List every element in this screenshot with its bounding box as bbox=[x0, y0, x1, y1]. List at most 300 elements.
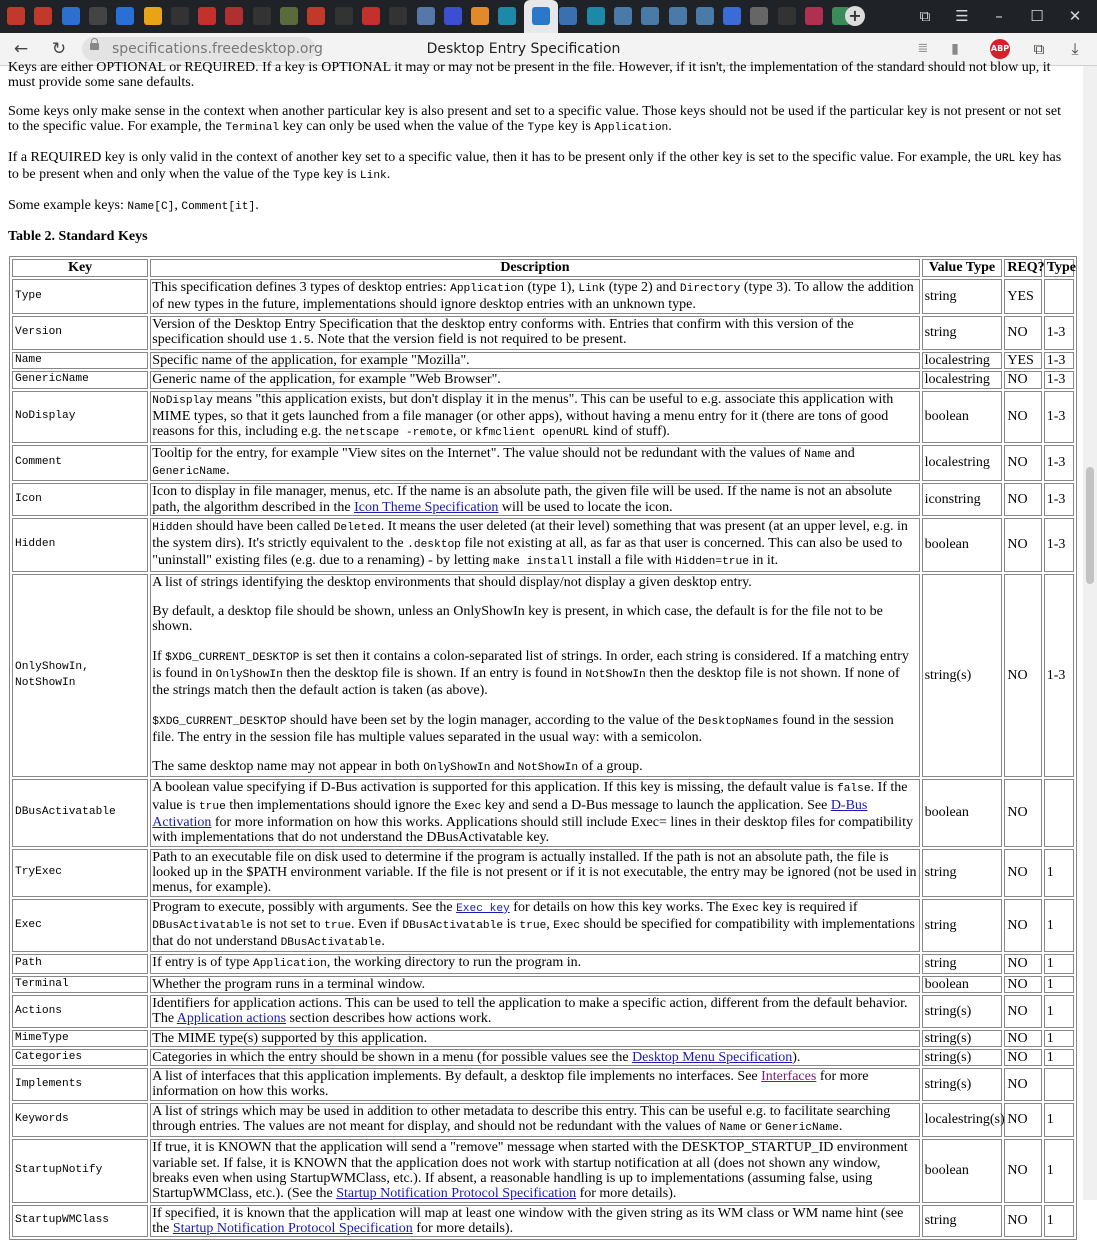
value-type-cell: string(s) bbox=[922, 1030, 1003, 1047]
table-row bbox=[12, 391, 1074, 443]
inline-code: true bbox=[198, 800, 226, 813]
description-text: (type 2) and bbox=[605, 280, 680, 295]
key-cell: Type bbox=[12, 279, 148, 314]
table-caption: Table 2. Standard Keys bbox=[8, 229, 148, 244]
paragraph-required-context bbox=[8, 150, 1074, 184]
description-text: A list of strings which may be used in addition to other metadata to describe this entry. This can be useful e.g. to facilitate searching through entries. The values are not meant for display, and should not be redundant with the values of bbox=[152, 1103, 891, 1135]
required-cell: NO bbox=[1004, 371, 1041, 388]
code-url: URL bbox=[995, 153, 1016, 165]
description-text: install a file with bbox=[573, 553, 676, 569]
key-cell: Name bbox=[12, 352, 148, 369]
value-type-cell: string(s) bbox=[922, 574, 1003, 778]
inline-code: Name bbox=[804, 448, 832, 461]
value-type-cell: string bbox=[922, 279, 1003, 314]
table-row bbox=[12, 279, 1074, 314]
description-text: . bbox=[838, 1119, 843, 1135]
inline-code: Link bbox=[578, 283, 606, 295]
inline-code: NotShowIn bbox=[517, 762, 579, 775]
description-text: Path to an executable file on disk used to determine if the program is actually installed. If the path is not an absolute path, the file is looked up in the $PATH environment variable. If the file is not present or if it is not executable, the entry may be ignored (not be used in menus, for example). bbox=[152, 849, 917, 896]
close-window-icon[interactable]: ✕ bbox=[1068, 7, 1082, 25]
bookmark-icon[interactable]: ▮ bbox=[951, 41, 959, 57]
circle-icon[interactable] bbox=[750, 7, 768, 25]
table-row bbox=[12, 899, 1074, 953]
back-icon[interactable]: ← bbox=[13, 39, 29, 59]
inline-code: kfmclient openURL bbox=[475, 427, 590, 440]
github-icon[interactable] bbox=[389, 7, 407, 25]
required-cell: NO bbox=[1004, 1139, 1041, 1202]
value-type-cell: string bbox=[922, 316, 1003, 351]
opera-icon[interactable] bbox=[34, 7, 52, 25]
speaker-icon[interactable] bbox=[89, 7, 107, 25]
required-cell: NO bbox=[1004, 1103, 1041, 1138]
value-type-cell: string bbox=[922, 849, 1003, 897]
paragraph-example-keys bbox=[8, 198, 1074, 215]
key-cell: Exec bbox=[12, 899, 148, 953]
description-text: , the working directory to run the program in. bbox=[326, 955, 582, 971]
table-row bbox=[12, 518, 1074, 572]
new-tab-button[interactable]: + bbox=[845, 6, 865, 26]
freedesktop-icon[interactable] bbox=[532, 7, 550, 25]
h-icon[interactable] bbox=[417, 7, 435, 25]
text: . bbox=[255, 198, 259, 213]
text: Some keys only make sense in the context when another particular key is also present and set to a specific value. Those keys should not be used if the particular key is not present or not set to the specific value. For example, the bbox=[8, 104, 1061, 134]
inline-code: Name bbox=[719, 1122, 747, 1135]
required-cell: NO bbox=[1004, 976, 1041, 993]
menu-icon[interactable]: ☰ bbox=[955, 7, 969, 25]
scrollbar-thumb[interactable] bbox=[1086, 467, 1094, 584]
inline-code: true bbox=[519, 919, 547, 932]
required-cell: YES bbox=[1004, 279, 1041, 314]
page-content bbox=[0, 60, 1083, 1236]
description-text: key is required if bbox=[758, 899, 858, 915]
youtube-icon[interactable] bbox=[362, 7, 380, 25]
required-cell: NO bbox=[1004, 1205, 1041, 1238]
description-text: , bbox=[546, 916, 554, 932]
description-text: will be used to locate the icon. bbox=[498, 499, 673, 515]
value-type-cell: boolean bbox=[922, 976, 1003, 993]
paragraph-optional-required bbox=[8, 60, 1074, 90]
code-example: Comment[it] bbox=[181, 201, 256, 213]
description-text: . It means the user deleted (at their level) something that was present (at an upper level, e.g. in the system dirs). It's strictly equivalent to the bbox=[152, 518, 908, 552]
description-text: is not set to bbox=[253, 916, 325, 932]
type-cell bbox=[1044, 1068, 1074, 1101]
text: Some example keys: bbox=[8, 198, 128, 213]
type-cell: 1 bbox=[1044, 1139, 1074, 1202]
table-row bbox=[12, 1139, 1074, 1202]
adblock-icon[interactable]: ABP bbox=[990, 39, 1010, 59]
inline-code: NoDisplay bbox=[152, 394, 213, 407]
vertical-scrollbar[interactable] bbox=[1083, 66, 1097, 1200]
table-row bbox=[12, 954, 1074, 973]
description-text: for more details). bbox=[576, 1186, 677, 1202]
value-type-cell: boolean bbox=[922, 779, 1003, 846]
key-cell: StartupWMClass bbox=[12, 1205, 148, 1238]
key-cell: Version bbox=[12, 316, 148, 351]
text: . bbox=[386, 167, 391, 182]
type-cell: 1 bbox=[1044, 1030, 1074, 1047]
value-type-cell: string(s) bbox=[922, 1068, 1003, 1101]
description-text: The same desktop name may not appear in both bbox=[152, 759, 424, 775]
description-text: If specified, it is known that the application will map at least one window with the given string as its WM class or WM name hint (see the bbox=[152, 1205, 904, 1236]
paragraph-gap bbox=[152, 745, 917, 759]
description-text: key and send a D-Bus message to launch the application. See bbox=[481, 797, 831, 813]
paragraph-text: Keys are either OPTIONAL or REQUIRED. If a key is OPTIONAL it may or may not be present in the file. However, if it isn't, the implementation of the standard should not blow up, it must provide some sane defaults. bbox=[8, 60, 1051, 90]
paragraph-context-keys bbox=[8, 104, 1074, 136]
value-type-cell: string(s) bbox=[922, 995, 1003, 1028]
type-cell: 1 bbox=[1044, 849, 1074, 897]
description-cell bbox=[150, 899, 919, 953]
value-type-cell: string bbox=[922, 1205, 1003, 1238]
github-icon[interactable] bbox=[778, 7, 796, 25]
description-cell bbox=[150, 518, 919, 572]
type-cell: 1-3 bbox=[1044, 483, 1074, 516]
description-text: A list of strings identifying the desktop environments that should display/not display a given desktop entry. bbox=[152, 574, 752, 590]
key-cell: StartupNotify bbox=[12, 1139, 148, 1202]
description-cell bbox=[150, 352, 919, 369]
bug-icon[interactable] bbox=[805, 7, 823, 25]
table-header-row bbox=[12, 259, 1074, 277]
code-type: Type bbox=[527, 122, 555, 134]
column-header-req: REQ? bbox=[1004, 259, 1041, 277]
description-text: should be specified for compatibility with implementations that do not understand bbox=[152, 916, 915, 950]
youtube-icon[interactable] bbox=[198, 7, 216, 25]
inline-code: GenericName bbox=[152, 465, 227, 478]
description-text: and bbox=[490, 759, 518, 775]
description-text: then implementations should ignore the bbox=[225, 797, 455, 813]
key-cell: Implements bbox=[12, 1068, 148, 1101]
key-cell: DBusActivatable bbox=[12, 779, 148, 846]
calendar-icon[interactable] bbox=[225, 7, 243, 25]
tab-manager-icon[interactable]: ⧉ bbox=[919, 7, 931, 25]
description-text: ). bbox=[792, 1049, 801, 1065]
type-cell: 1 bbox=[1044, 1205, 1074, 1238]
key-cell: Terminal bbox=[12, 976, 148, 993]
reload-icon[interactable]: ↻ bbox=[51, 39, 67, 59]
text: key has to be present when and only when the value of the bbox=[8, 150, 1062, 182]
paragraph-gap bbox=[152, 699, 917, 713]
column-header-type: Type bbox=[1044, 259, 1074, 277]
description-text: . bbox=[226, 462, 230, 478]
inline-code: make install bbox=[493, 556, 574, 569]
key-cell: NoDisplay bbox=[12, 391, 148, 443]
description-text: is set then it contains a colon-separated list of strings. In order, each string is considered. If a matching entry is found in bbox=[152, 648, 909, 681]
required-cell: NO bbox=[1004, 316, 1041, 351]
table-row bbox=[12, 483, 1074, 516]
extensions-icon[interactable]: ⧉ bbox=[1033, 40, 1045, 58]
inline-code: DesktopNames bbox=[698, 715, 779, 728]
required-cell: NO bbox=[1004, 574, 1041, 778]
text: If a REQUIRED key is only valid in the context of another key set to a specific value, then it has to be present only if the other key is set to the specific value. For example, the bbox=[8, 150, 996, 165]
table-row bbox=[12, 995, 1074, 1028]
type-cell: 1-3 bbox=[1044, 518, 1074, 572]
page-title: Desktop Entry Specification bbox=[426, 41, 621, 57]
key-cell: Hidden bbox=[12, 518, 148, 572]
required-cell: NO bbox=[1004, 954, 1041, 973]
key-cell: Actions bbox=[12, 995, 148, 1028]
description-cell bbox=[150, 316, 919, 351]
description-cell bbox=[150, 1205, 919, 1238]
value-type-cell: localestring bbox=[922, 352, 1003, 369]
inline-code: DBusActivatable bbox=[152, 919, 253, 932]
vivaldi-icon[interactable] bbox=[7, 7, 25, 25]
description-cell bbox=[150, 279, 919, 314]
value-type-cell: localestring bbox=[922, 371, 1003, 388]
t-icon[interactable] bbox=[62, 7, 80, 25]
spec-link[interactable]: Desktop Menu Specification bbox=[632, 1049, 793, 1065]
inline-code: Exec key bbox=[456, 902, 510, 915]
description-cell bbox=[150, 371, 919, 388]
type-cell: 1-3 bbox=[1044, 371, 1074, 388]
type-cell: 1-3 bbox=[1044, 391, 1074, 443]
description-text: in it. bbox=[748, 553, 779, 569]
sheets-icon[interactable] bbox=[307, 7, 325, 25]
description-cell bbox=[150, 483, 919, 516]
key-cell: MimeType bbox=[12, 1030, 148, 1047]
description-text: for more information on how this works. bbox=[152, 1069, 869, 1100]
inline-code: Exec bbox=[553, 919, 581, 932]
required-cell: NO bbox=[1004, 849, 1041, 897]
type-cell bbox=[1044, 779, 1074, 846]
description-text: Whether the program runs in a terminal window. bbox=[152, 976, 426, 992]
description-text: (type 3). To allow the addition of new types in the future, implementations should ignore desktop entries with an unknown type. bbox=[152, 280, 914, 313]
standard-keys-table bbox=[9, 256, 1077, 1240]
value-type-cell: boolean bbox=[922, 391, 1003, 443]
inline-code: OnlyShowIn bbox=[423, 762, 491, 775]
code-link: Link bbox=[359, 170, 387, 182]
description-text: A boolean value specifying if D-Bus activation is supported for this application. If this key is missing, the default value is bbox=[152, 780, 837, 796]
key-cell: GenericName bbox=[12, 371, 148, 388]
required-cell: NO bbox=[1004, 445, 1041, 482]
inline-code: Application bbox=[252, 958, 327, 971]
description-text: The MIME type(s) supported by this application. bbox=[152, 1030, 428, 1046]
description-text: Tooltip for the entry, for example "View sites on the Internet". The value should not be redundant with the values of bbox=[152, 445, 805, 461]
spec-link[interactable]: Startup Notification Protocol Specification bbox=[172, 1220, 413, 1236]
description-text: . Note that the version field is not required to be present. bbox=[310, 331, 627, 347]
gear-icon[interactable] bbox=[669, 7, 687, 25]
inline-code: NotShowIn bbox=[585, 668, 646, 681]
description-text: file not existing at all, as far as that user is concerned. This can also be used to "uninstall" existing files (e.g. due to a renaming) - by letting bbox=[152, 536, 903, 569]
inline-code: Hidden bbox=[152, 521, 193, 534]
value-type-cell: string bbox=[922, 954, 1003, 973]
description-text: Icon to display in file manager, menus, etc. If the name is an absolute path, the given file will be used. If the name is not an absolute path, the algorithm described in the bbox=[152, 484, 892, 515]
required-cell: NO bbox=[1004, 1049, 1041, 1066]
inline-code: netscape -remote bbox=[345, 427, 453, 440]
text: key can only be used when the value of the bbox=[279, 119, 528, 134]
description-text: for more information on how this works. Applications should still include Exec= lines in their desktop files for compatibility with implementations that do not understand the DBusActivatable key. bbox=[152, 815, 913, 846]
table-row bbox=[12, 779, 1074, 846]
required-cell: NO bbox=[1004, 899, 1041, 953]
key-cell: Icon bbox=[12, 483, 148, 516]
required-cell: NO bbox=[1004, 518, 1041, 572]
clipboard-icon[interactable] bbox=[253, 7, 271, 25]
table-row bbox=[12, 1205, 1074, 1238]
description-cell bbox=[150, 574, 919, 778]
column-header-value-type: Value Type bbox=[922, 259, 1003, 277]
tab-strip bbox=[0, 0, 1097, 33]
inline-code: DBusActivatable bbox=[280, 937, 382, 950]
description-text: If bbox=[152, 648, 166, 664]
inline-code: OnlyShowIn bbox=[215, 668, 283, 681]
inline-code: 1.5 bbox=[290, 334, 311, 347]
text: key is bbox=[554, 119, 595, 134]
table-body bbox=[12, 279, 1074, 1237]
type-cell: 1 bbox=[1044, 899, 1074, 953]
required-cell: NO bbox=[1004, 995, 1041, 1028]
value-type-cell: string(s) bbox=[922, 1049, 1003, 1066]
description-cell bbox=[150, 445, 919, 482]
x-icon[interactable] bbox=[498, 7, 516, 25]
translate-icon[interactable] bbox=[723, 7, 741, 25]
description-cell bbox=[150, 954, 919, 973]
code-type: Type bbox=[292, 170, 320, 182]
inline-code: Directory bbox=[679, 283, 741, 295]
type-cell: 1-3 bbox=[1044, 574, 1074, 778]
table-row bbox=[12, 1030, 1074, 1047]
description-text: Program to execute, possibly with arguments. See the bbox=[152, 899, 457, 915]
description-text: Generic name of the application, for example "Web Browser". bbox=[152, 372, 501, 388]
description-text: . If the value is bbox=[152, 780, 908, 813]
gear-icon[interactable] bbox=[696, 7, 714, 25]
table-row bbox=[12, 316, 1074, 351]
value-type-cell: string bbox=[922, 899, 1003, 953]
url-text: specifications.freedesktop.org bbox=[112, 41, 323, 57]
gear-icon[interactable] bbox=[614, 7, 632, 25]
spec-link[interactable]: Startup Notification Protocol Specification bbox=[336, 1186, 577, 1202]
description-text: Categories in which the entry should be shown in a menu (for possible values see the bbox=[152, 1049, 633, 1065]
description-text: and bbox=[831, 445, 855, 461]
table-row bbox=[12, 1049, 1074, 1066]
description-text: By default, a desktop file should be shown, unless an OnlyShowIn key is present, in which case, the default is for the file not to be shown. bbox=[152, 604, 883, 635]
code-example: Name[C] bbox=[127, 201, 175, 213]
description-text: . bbox=[381, 934, 385, 950]
inline-code: $XDG_CURRENT_DESKTOP bbox=[165, 651, 300, 664]
description-text: This specification defines 3 types of desktop entries: bbox=[152, 280, 451, 295]
key-cell: Path bbox=[12, 954, 148, 973]
paragraph-gap bbox=[152, 590, 917, 604]
code-application: Application bbox=[594, 122, 669, 134]
type-cell: 1 bbox=[1044, 1103, 1074, 1138]
description-cell bbox=[150, 1049, 919, 1066]
gear-icon[interactable] bbox=[641, 7, 659, 25]
github-icon[interactable] bbox=[335, 7, 353, 25]
maximize-icon[interactable]: ☐ bbox=[1030, 7, 1044, 25]
description-text: should have been called bbox=[192, 518, 334, 534]
value-type-cell: boolean bbox=[922, 1139, 1003, 1202]
description-text: Version of the Desktop Entry Specification that the desktop entry conforms with. Entries that confirm with this version of the specification should use bbox=[152, 316, 854, 347]
description-text: section describes how actions work. bbox=[286, 1011, 492, 1027]
table-row bbox=[12, 352, 1074, 369]
spec-link[interactable] bbox=[456, 900, 510, 915]
text: key is bbox=[319, 167, 360, 182]
spec-link[interactable]: Interfaces bbox=[761, 1069, 817, 1085]
description-text: for details on how this key works. The bbox=[509, 899, 732, 915]
x-icon[interactable] bbox=[587, 7, 605, 25]
code-terminal: Terminal bbox=[225, 122, 280, 134]
lock-folder-icon[interactable] bbox=[144, 7, 162, 25]
description-text: is bbox=[503, 916, 520, 932]
type-cell: 1-3 bbox=[1044, 352, 1074, 369]
description-cell bbox=[150, 849, 919, 897]
column-header-description: Description bbox=[150, 259, 919, 277]
text: , bbox=[174, 198, 182, 213]
required-cell: NO bbox=[1004, 391, 1041, 443]
reader-view-icon[interactable]: ≣ bbox=[917, 41, 929, 56]
description-cell bbox=[150, 976, 919, 993]
description-text: A list of interfaces that this application implements. By default, a desktop file implements no interfaces. See bbox=[152, 1069, 762, 1085]
description-text: of a group. bbox=[578, 759, 643, 775]
inline-code: false bbox=[836, 783, 871, 796]
flag-icon[interactable] bbox=[559, 7, 577, 25]
table-row bbox=[12, 445, 1074, 482]
minimize-icon[interactable]: – bbox=[995, 7, 1003, 25]
github-icon[interactable] bbox=[171, 7, 189, 25]
description-text: kind of stuff). bbox=[589, 424, 670, 440]
required-cell: NO bbox=[1004, 779, 1041, 846]
inline-code: $XDG_CURRENT_DESKTOP bbox=[152, 715, 287, 728]
key-cell: Comment bbox=[12, 445, 148, 482]
inline-code: Application bbox=[450, 283, 524, 295]
description-cell bbox=[150, 1103, 919, 1138]
description-cell bbox=[150, 391, 919, 443]
inline-code: Exec bbox=[731, 902, 759, 915]
table-row bbox=[12, 371, 1074, 388]
download-icon[interactable]: ⤓ bbox=[1071, 39, 1079, 58]
inline-code: Hidden=true bbox=[675, 556, 749, 569]
description-text: for more details). bbox=[412, 1220, 514, 1236]
description-text: If true, it is KNOWN that the application will send a "remove" message when started with the DESKTOP_STARTUP_ID environment variable set. If false, it is KNOWN that the application does not work with startup notification at all (does not shown any window, breaks even when using StartupWMClass, etc.). If absent, a reasonable handling is up to implementations (assuming false, using StartupWMClass, etc.). (See the bbox=[152, 1140, 908, 1202]
description-text: Identifiers for application actions. This can be used to tell the application to make a specific action, different from the default behavior. The bbox=[152, 995, 908, 1027]
globe-icon[interactable] bbox=[280, 7, 298, 25]
description-cell bbox=[150, 1030, 919, 1047]
required-cell: NO bbox=[1004, 1068, 1041, 1101]
type-cell: 1 bbox=[1044, 976, 1074, 993]
spec-link[interactable]: D-Bus Activation bbox=[152, 797, 868, 831]
value-type-cell: iconstring bbox=[922, 483, 1003, 516]
arrow-icon[interactable] bbox=[444, 7, 462, 25]
description-cell bbox=[150, 1068, 919, 1101]
table-row bbox=[12, 849, 1074, 897]
column-header-key: Key bbox=[12, 259, 148, 277]
inline-code: .desktop bbox=[407, 539, 461, 552]
key-cell: Keywords bbox=[12, 1103, 148, 1138]
type-cell: 1-3 bbox=[1044, 445, 1074, 482]
inline-code: GenericName bbox=[765, 1122, 839, 1135]
description-text: should have been set by the login manager, according to the value of the bbox=[286, 712, 699, 728]
required-cell: NO bbox=[1004, 1030, 1041, 1047]
description-text: then the desktop file is shown. If an entry is found in bbox=[282, 665, 586, 681]
description-text: means "this application exists, but don't display it in the menus". This can be useful to e.g. associate this application with MIME types, so that it gets launched from a file manager (or other apps), without having a menu entry for it (there are tons of good reasons for this, including e.g. the bbox=[152, 391, 894, 440]
paragraph-gap bbox=[152, 635, 917, 649]
description-cell bbox=[150, 779, 919, 846]
inline-code: Deleted bbox=[333, 521, 381, 534]
value-type-cell: localestring(s) bbox=[922, 1103, 1003, 1138]
description-text: found in the session file. The entry in the session file has multiple values separated in the usual way: with a semicolon. bbox=[152, 712, 894, 745]
type-cell: 1-3 bbox=[1044, 316, 1074, 351]
spec-link[interactable]: Application actions bbox=[176, 1011, 287, 1027]
vk-icon[interactable] bbox=[116, 7, 134, 25]
type-cell: 1 bbox=[1044, 954, 1074, 973]
key-cell: Categories bbox=[12, 1049, 148, 1066]
key-cell: OnlyShowIn, NotShowIn bbox=[12, 574, 148, 778]
table-row bbox=[12, 976, 1074, 993]
required-cell: NO bbox=[1004, 483, 1041, 516]
description-text: , or bbox=[452, 424, 476, 440]
description-text: then the desktop file is not shown. If none of the strings match then the default action is taken (as above). bbox=[152, 665, 900, 699]
orange-icon[interactable] bbox=[471, 7, 489, 25]
description-cell bbox=[150, 995, 919, 1028]
spec-link[interactable]: Icon Theme Specification bbox=[354, 499, 499, 515]
description-text: (type 1), bbox=[523, 280, 579, 295]
